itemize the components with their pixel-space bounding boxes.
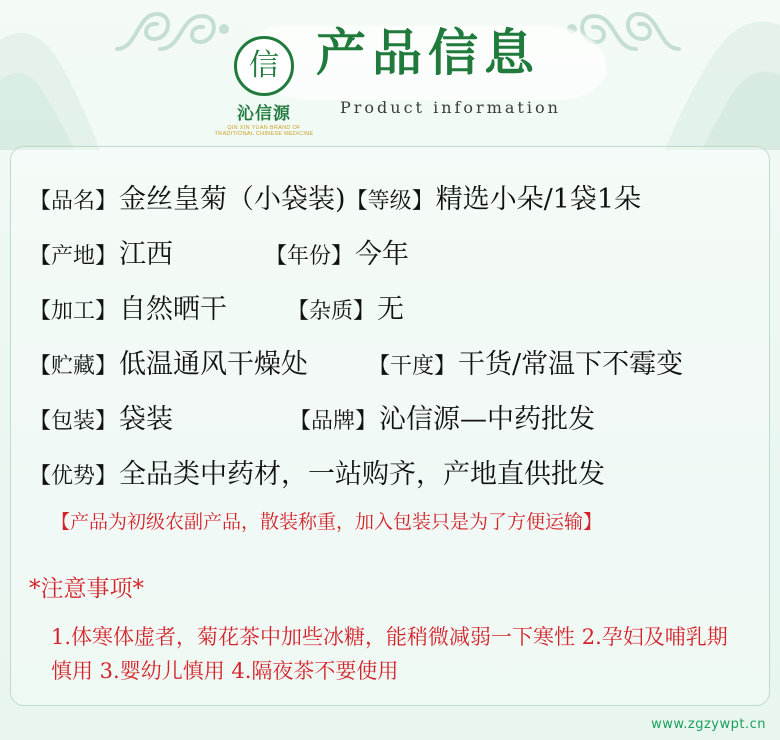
spec-value: 无 — [377, 294, 405, 325]
spec-row — [29, 452, 753, 491]
spec-key: 【加工】 — [29, 299, 118, 324]
spec-key: 【干度】 — [368, 354, 457, 379]
spec-value: 今年 — [355, 239, 410, 270]
spec-value: 江西 — [119, 239, 174, 270]
packaging-note: 【产品为初级农副产品，散装称重，加入包装只是为了方便运输】 — [51, 511, 603, 533]
info-card — [10, 146, 770, 706]
spec-value: 袋装 — [119, 404, 174, 435]
spec-key: 【等级】 — [345, 189, 434, 214]
spec-key: 【产地】 — [29, 244, 118, 269]
watermark: www.zgzywpt.cn — [651, 717, 766, 732]
logo-brand-name: 沁信源 — [237, 104, 291, 124]
spec-value: 自然晒干 — [119, 294, 228, 325]
logo-brand-subtitle: QIN XIN YUAN BRAND OF TRADITIONAL CHINESE MEDICINE — [214, 125, 314, 137]
spec-key: 【品牌】 — [289, 409, 378, 434]
caution-text: 1.体寒体虚者，菊花茶中加些冰糖，能稍微减弱一下寒性 2.孕妇及哺乳期慎用 3.婴幼儿慎用 4.隔夜茶不要使用 — [51, 625, 728, 683]
spec-value: 精选小朵/1袋1朵 — [435, 184, 642, 215]
spec-key: 【杂质】 — [287, 299, 376, 324]
spec-key: 【年份】 — [265, 244, 354, 269]
spec-value: 金丝皇菊（小袋装) — [119, 184, 346, 215]
brand-logo — [212, 36, 316, 137]
spec-value: 沁信源—中药批发 — [379, 404, 596, 435]
spec-row — [29, 232, 753, 271]
page-title-english: Product information — [340, 98, 561, 117]
spec-key: 【包装】 — [29, 409, 118, 434]
spec-key: 【贮藏】 — [29, 354, 118, 379]
spec-key: 【品名】 — [29, 189, 118, 214]
page-title: 产品信息 — [316, 23, 540, 82]
spec-value: 全品类中药材，一站购齐，产地直供批发 — [119, 459, 606, 490]
spec-row — [29, 177, 753, 216]
spec-value: 干货/常温下不霉变 — [458, 349, 684, 380]
spec-row — [29, 397, 753, 436]
caution-title: *注意事项* — [29, 576, 144, 602]
logo-seal-icon — [234, 36, 294, 96]
spec-row — [29, 342, 753, 381]
spec-row — [29, 287, 753, 326]
spec-list — [29, 177, 753, 688]
page-header — [0, 0, 780, 142]
spec-value: 低温通风干燥处 — [119, 349, 309, 380]
spec-key: 【优势】 — [29, 464, 118, 489]
